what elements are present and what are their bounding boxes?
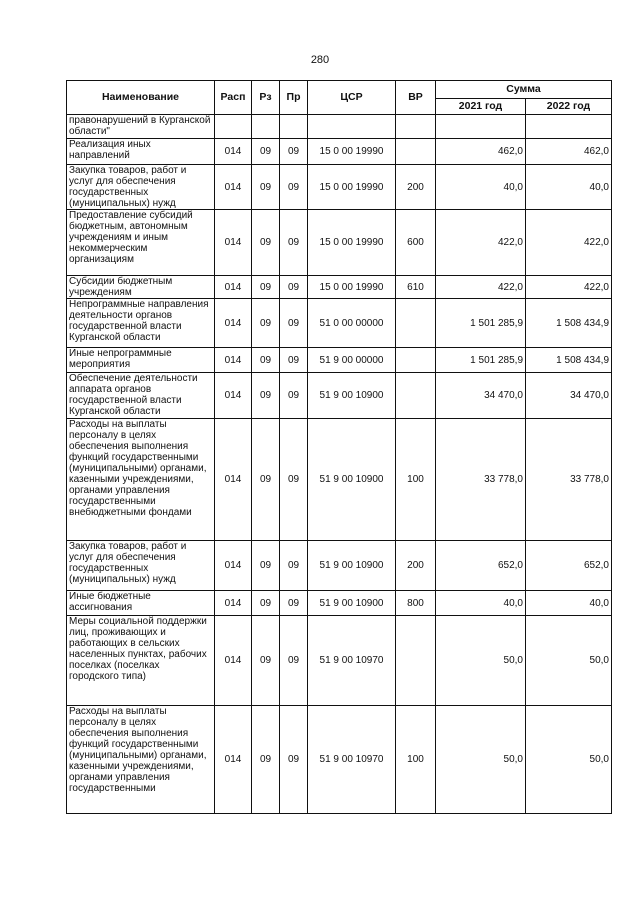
- row-rasp: 014: [215, 276, 252, 299]
- row-rasp: 014: [215, 419, 252, 541]
- table-row: [67, 165, 612, 210]
- row-name: Субсидии бюджетным учреждениям: [67, 276, 215, 299]
- row-sum-2021: 422,0: [436, 210, 526, 276]
- row-pr: 09: [280, 616, 308, 706]
- header-pr: Пр: [280, 81, 308, 115]
- row-rasp: 014: [215, 706, 252, 814]
- row-pr: 09: [280, 299, 308, 348]
- row-vr: 200: [396, 541, 436, 591]
- row-csr: 15 0 00 19990: [308, 276, 396, 299]
- row-rz: 09: [252, 165, 280, 210]
- header-row: [67, 81, 612, 99]
- header-rasp: Расп: [215, 81, 252, 115]
- table-row: [67, 139, 612, 165]
- row-rasp: 014: [215, 591, 252, 616]
- page-number: 280: [310, 54, 330, 66]
- table-row: [67, 616, 612, 706]
- table-row: [67, 706, 612, 814]
- row-sum-2022: 422,0: [526, 210, 612, 276]
- header-2022: 2022 год: [526, 99, 612, 115]
- row-csr: 51 9 00 10900: [308, 419, 396, 541]
- row-name: Закупка товаров, работ и услуг для обеспечения государственных (муниципальных) нужд: [67, 541, 215, 591]
- row-vr: 100: [396, 706, 436, 814]
- row-sum-2022: 50,0: [526, 706, 612, 814]
- row-vr: 100: [396, 419, 436, 541]
- row-sum-2022: 34 470,0: [526, 373, 612, 419]
- header-rz: Рз: [252, 81, 280, 115]
- header-sum: Сумма: [436, 81, 612, 99]
- row-vr: 610: [396, 276, 436, 299]
- row-csr: 51 9 00 10900: [308, 541, 396, 591]
- row-csr: 51 9 00 10970: [308, 616, 396, 706]
- row-pr: 09: [280, 706, 308, 814]
- row-vr: [396, 115, 436, 139]
- row-vr: [396, 299, 436, 348]
- row-sum-2021: 1 501 285,9: [436, 299, 526, 348]
- table-row: [67, 115, 612, 139]
- row-sum-2022: 40,0: [526, 165, 612, 210]
- table-row: [67, 348, 612, 373]
- row-vr: 200: [396, 165, 436, 210]
- row-csr: 15 0 00 19990: [308, 210, 396, 276]
- table-row: [67, 591, 612, 616]
- header-2021: 2021 год: [436, 99, 526, 115]
- row-rasp: 014: [215, 373, 252, 419]
- row-sum-2021: 40,0: [436, 165, 526, 210]
- row-rz: 09: [252, 139, 280, 165]
- row-rz: 09: [252, 210, 280, 276]
- row-csr: 51 9 00 10900: [308, 373, 396, 419]
- row-csr: 15 0 00 19990: [308, 139, 396, 165]
- row-rasp: 014: [215, 616, 252, 706]
- row-sum-2021: 33 778,0: [436, 419, 526, 541]
- row-pr: 09: [280, 373, 308, 419]
- row-sum-2021: 34 470,0: [436, 373, 526, 419]
- table-row: [67, 299, 612, 348]
- table-body: [67, 115, 612, 814]
- row-vr: 800: [396, 591, 436, 616]
- row-name: Расходы на выплаты персоналу в целях обеспечения выполнения функций государственными (муниципальными) органами, казенными учреждениями, органами управления государственными внебюджетными фондами: [67, 419, 215, 541]
- row-pr: 09: [280, 419, 308, 541]
- row-sum-2021: 652,0: [436, 541, 526, 591]
- row-sum-2022: 422,0: [526, 276, 612, 299]
- row-csr: 51 9 00 10900: [308, 591, 396, 616]
- row-sum-2022: 1 508 434,9: [526, 348, 612, 373]
- header-name: Наименование: [67, 81, 215, 115]
- row-vr: [396, 373, 436, 419]
- row-csr: 15 0 00 19990: [308, 165, 396, 210]
- row-rz: [252, 115, 280, 139]
- row-name: Реализация иных направлений: [67, 139, 215, 165]
- row-sum-2022: 462,0: [526, 139, 612, 165]
- row-sum-2021: [436, 115, 526, 139]
- row-pr: 09: [280, 165, 308, 210]
- row-rz: 09: [252, 276, 280, 299]
- row-pr: 09: [280, 139, 308, 165]
- row-rasp: [215, 115, 252, 139]
- row-rasp: 014: [215, 299, 252, 348]
- table-row: [67, 210, 612, 276]
- row-sum-2021: 462,0: [436, 139, 526, 165]
- row-pr: 09: [280, 276, 308, 299]
- table-row: [67, 541, 612, 591]
- row-sum-2022: 33 778,0: [526, 419, 612, 541]
- row-name: Иные бюджетные ассигнования: [67, 591, 215, 616]
- row-sum-2022: 652,0: [526, 541, 612, 591]
- row-sum-2022: 40,0: [526, 591, 612, 616]
- row-name: правонарушений в Курганской области": [67, 115, 215, 139]
- row-vr: [396, 616, 436, 706]
- row-name: Обеспечение деятельности аппарата органов государственной власти Курганской области: [67, 373, 215, 419]
- row-rasp: 014: [215, 210, 252, 276]
- row-sum-2022: [526, 115, 612, 139]
- row-name: Предоставление субсидий бюджетным, автономным учреждениям и иным некоммерческим организациям: [67, 210, 215, 276]
- row-sum-2021: 50,0: [436, 616, 526, 706]
- row-sum-2022: 50,0: [526, 616, 612, 706]
- budget-table: [66, 80, 612, 814]
- table-row: [67, 373, 612, 419]
- header-csr: ЦСР: [308, 81, 396, 115]
- row-vr: [396, 348, 436, 373]
- row-rz: 09: [252, 706, 280, 814]
- row-sum-2022: 1 508 434,9: [526, 299, 612, 348]
- row-pr: 09: [280, 591, 308, 616]
- row-vr: [396, 139, 436, 165]
- row-name: Меры социальной поддержки лиц, проживающих и работающих в сельских населенных пунктах, рабочих поселках (поселках городского типа): [67, 616, 215, 706]
- table-row: [67, 419, 612, 541]
- row-pr: [280, 115, 308, 139]
- row-rasp: 014: [215, 541, 252, 591]
- row-rasp: 014: [215, 165, 252, 210]
- row-pr: 09: [280, 210, 308, 276]
- row-rasp: 014: [215, 139, 252, 165]
- header-vr: ВР: [396, 81, 436, 115]
- row-pr: 09: [280, 348, 308, 373]
- row-rz: 09: [252, 616, 280, 706]
- row-name: Иные непрограммные мероприятия: [67, 348, 215, 373]
- row-csr: [308, 115, 396, 139]
- row-vr: 600: [396, 210, 436, 276]
- row-csr: 51 9 00 00000: [308, 348, 396, 373]
- row-rz: 09: [252, 591, 280, 616]
- row-name: Непрограммные направления деятельности органов государственной власти Курганской области: [67, 299, 215, 348]
- row-sum-2021: 422,0: [436, 276, 526, 299]
- table-row: [67, 276, 612, 299]
- row-rz: 09: [252, 373, 280, 419]
- row-rz: 09: [252, 348, 280, 373]
- row-rz: 09: [252, 419, 280, 541]
- row-sum-2021: 40,0: [436, 591, 526, 616]
- row-csr: 51 9 00 10970: [308, 706, 396, 814]
- row-rz: 09: [252, 299, 280, 348]
- row-name: Расходы на выплаты персоналу в целях обеспечения выполнения функций государственными (муниципальными) органами, казенными учреждениями, органами управления государственными: [67, 706, 215, 814]
- row-rasp: 014: [215, 348, 252, 373]
- row-pr: 09: [280, 541, 308, 591]
- row-sum-2021: 50,0: [436, 706, 526, 814]
- row-sum-2021: 1 501 285,9: [436, 348, 526, 373]
- row-csr: 51 0 00 00000: [308, 299, 396, 348]
- row-rz: 09: [252, 541, 280, 591]
- row-name: Закупка товаров, работ и услуг для обеспечения государственных (муниципальных) нужд: [67, 165, 215, 210]
